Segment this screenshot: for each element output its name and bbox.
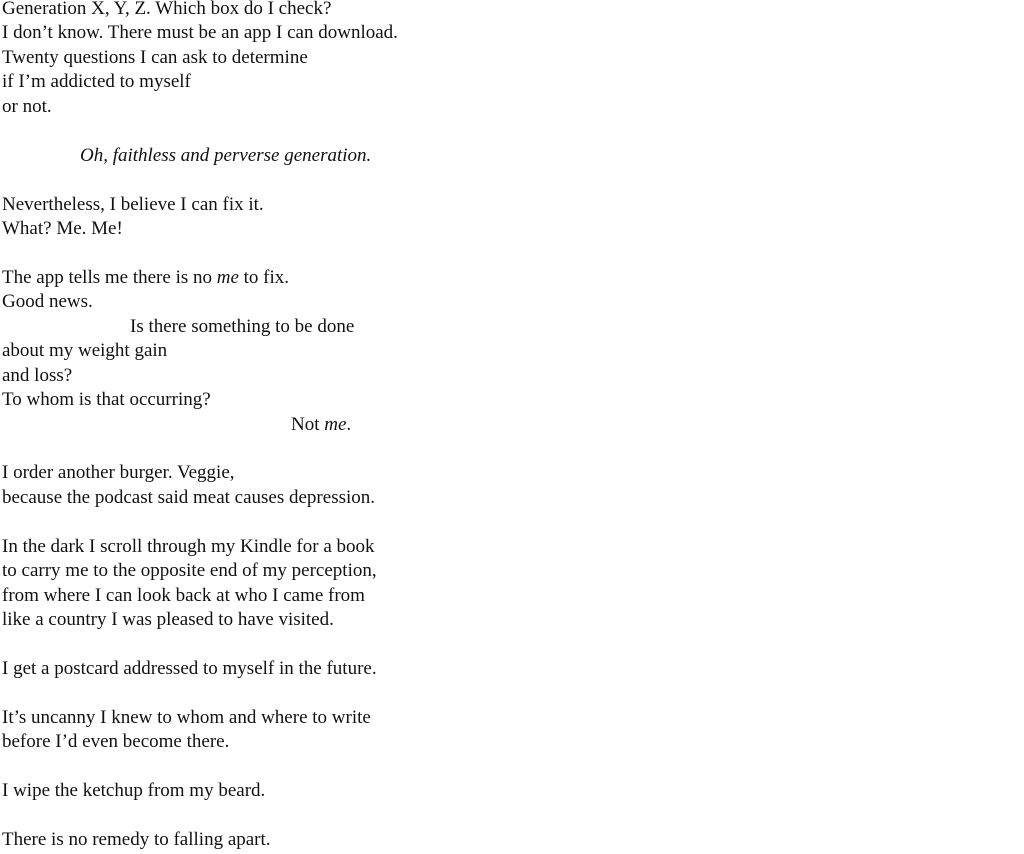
poem-line: I don’t know. There must be an app I can download. <box>2 22 398 43</box>
italic-text: Oh, faithless and perverse generation. <box>80 145 372 166</box>
poem-line: from where I can look back at who I came from <box>2 585 365 606</box>
poem-line: I get a postcard addressed to myself in the future. <box>2 658 377 679</box>
poem-line: because the podcast said meat causes depression. <box>2 487 376 508</box>
poem-line: Nevertheless, I believe I can fix it. <box>2 194 264 215</box>
poem-line: to carry me to the opposite end of my perception, <box>2 560 377 581</box>
text-segment: . <box>346 414 352 435</box>
poem-line: before I’d even become there. <box>2 731 230 752</box>
poem-line-not-me <box>291 414 351 436</box>
poem-line: Good news. <box>2 291 93 312</box>
italic-poem-line <box>80 145 371 167</box>
emphasis-text: me <box>324 414 347 435</box>
poem-line: if I’m addicted to myself <box>2 71 191 92</box>
poem-line: To whom is that occurring? <box>2 389 211 410</box>
poem-line: or not. <box>2 96 52 117</box>
text-segment: to fix. <box>238 267 290 288</box>
poem-line: In the dark I scroll through my Kindle for a book <box>2 536 375 557</box>
poem-line: like a country I was pleased to have visited. <box>2 609 334 630</box>
poem-line: It’s uncanny I knew to whom and where to write <box>2 707 371 728</box>
poem-line: There is no remedy to falling apart. <box>2 829 271 850</box>
text-segment: The app tells me there is no <box>2 267 217 288</box>
poem-line: Generation X, Y, Z. Which box do I check? <box>2 0 332 19</box>
poem-line: about my weight gain <box>2 340 168 361</box>
poem-line: I order another burger. Veggie, <box>2 462 235 483</box>
poem-line-app <box>2 267 289 289</box>
poem-line: Twenty questions I can ask to determine <box>2 47 308 68</box>
poem-line-indented: Is there something to be done <box>130 316 355 337</box>
poem-line: What? Me. Me! <box>2 218 123 239</box>
poem-line: I wipe the ketchup from my beard. <box>2 780 266 801</box>
text-segment: Not <box>291 414 325 435</box>
emphasis-text: me <box>216 267 239 288</box>
poem-line: and loss? <box>2 365 73 386</box>
